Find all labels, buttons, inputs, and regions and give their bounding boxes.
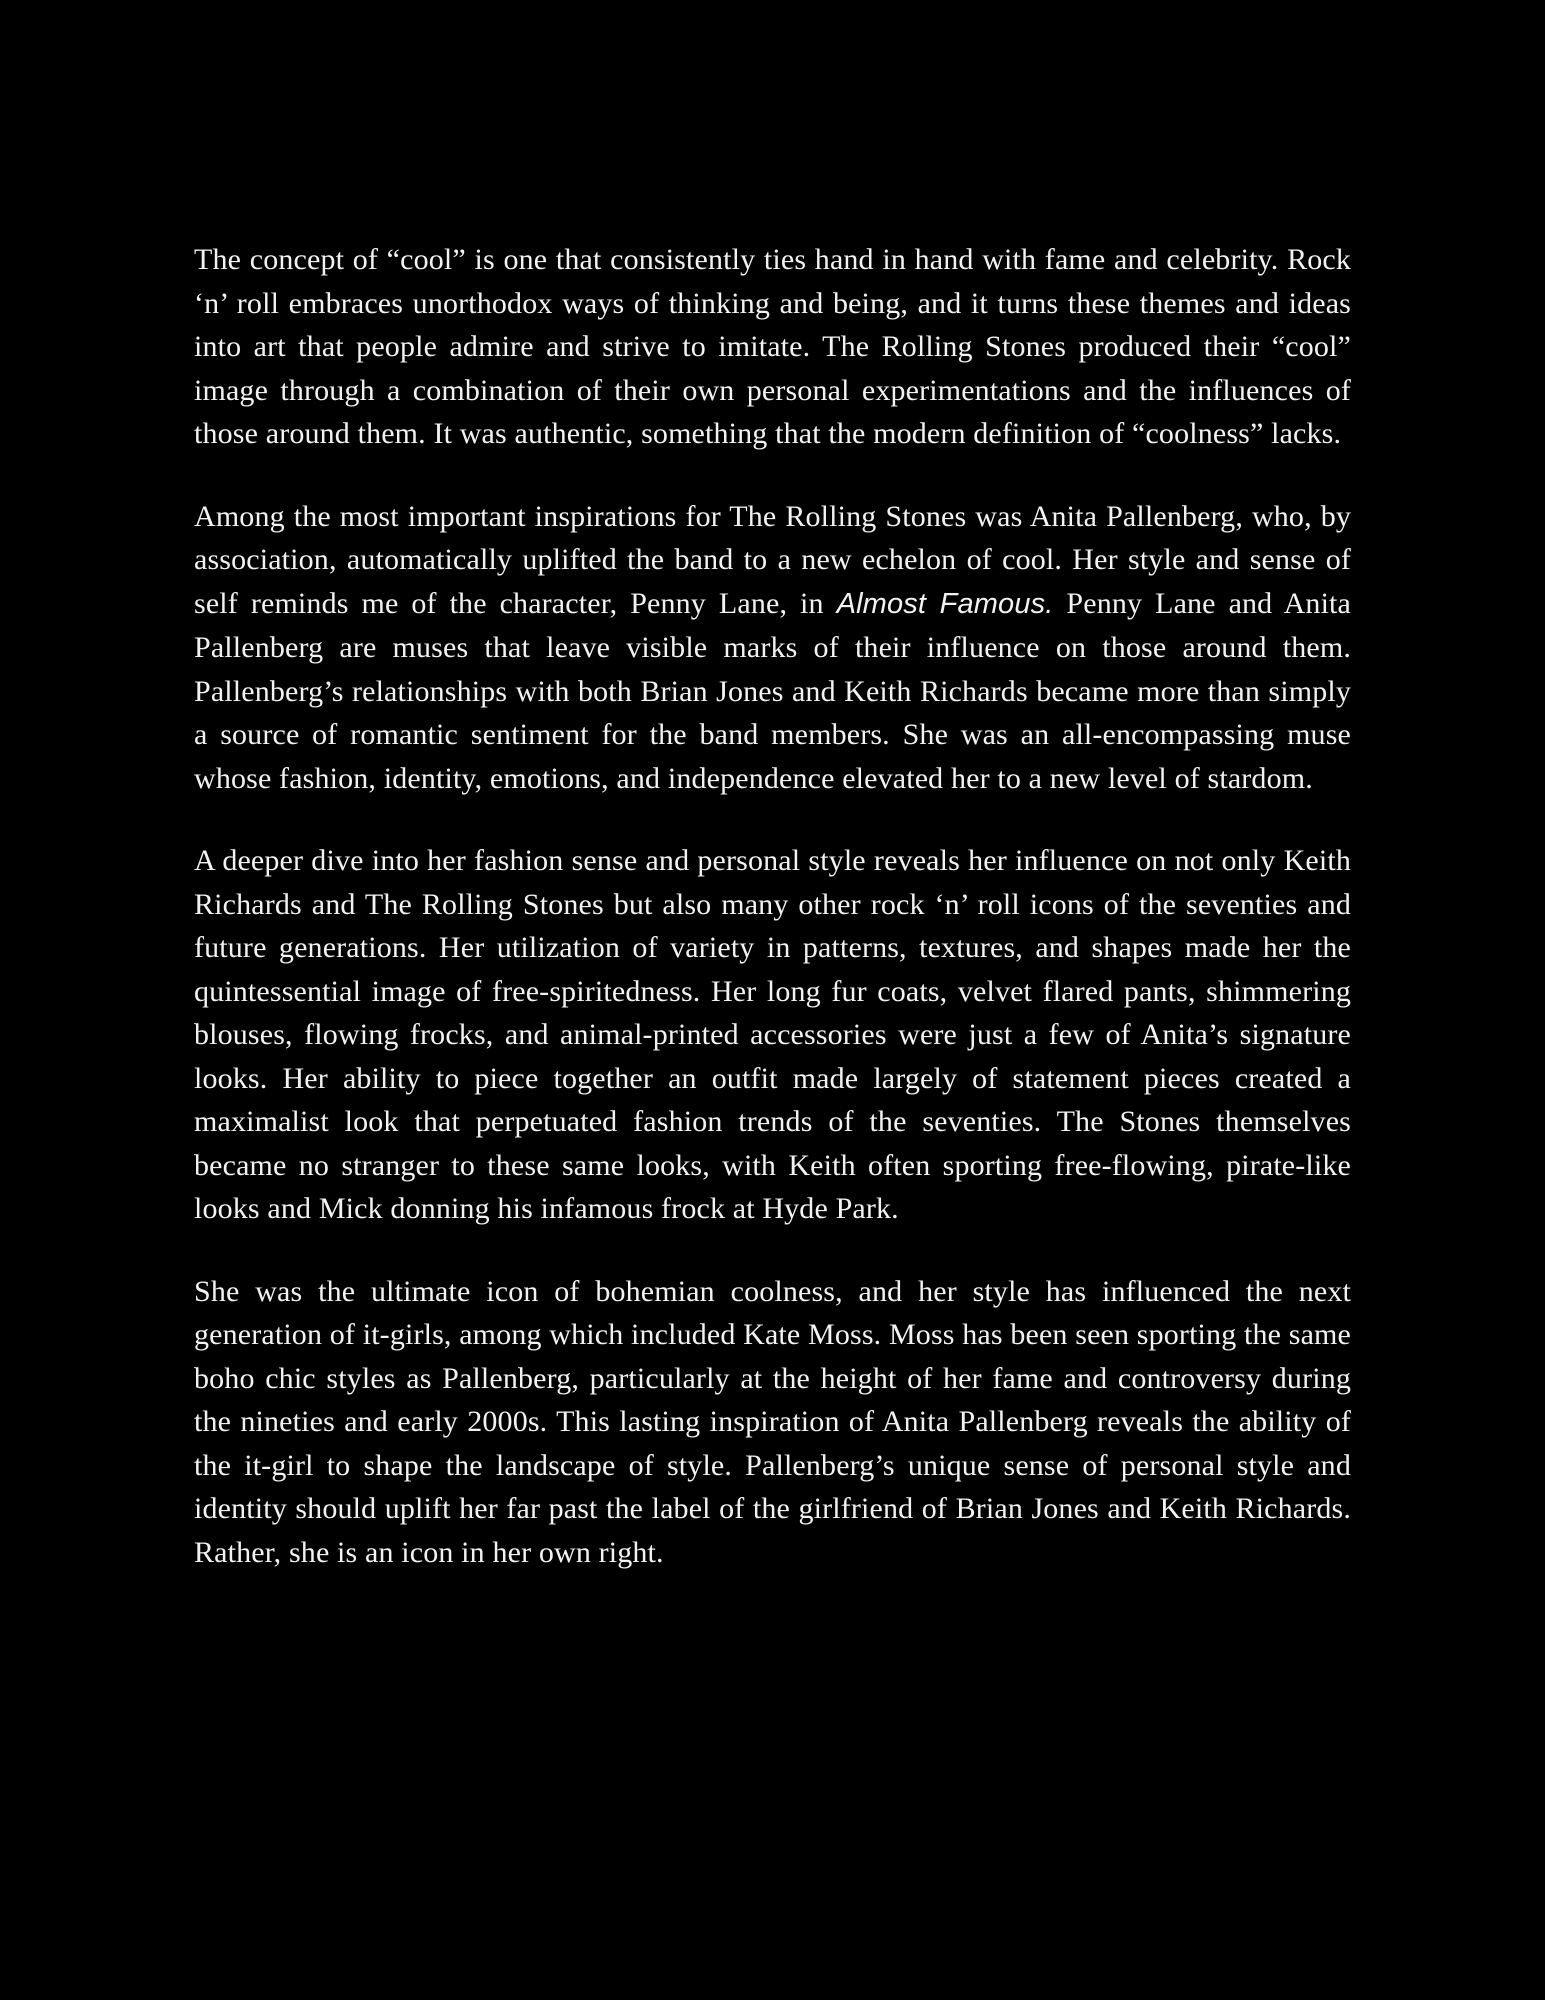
paragraph-anita-text-start: Among the most important inspirations for The Rolling Stones was Anita Pallenberg, who, by association, automatically uplifted the band to a new echelon of cool. Her style and sense of self reminds me of the character, Penny Lane, in xyxy=(194,499,1351,620)
article-body xyxy=(194,238,1351,1574)
paragraph-anita-pallenberg xyxy=(194,495,1351,801)
paragraph-bohemian-icon: She was the ultimate icon of bohemian coolness, and her style has influenced the next generation of it-girls, among which included Kate Moss. Moss has been seen sporting the same boho chic styles as Pallenberg, particularly at the height of her fame and controversy during the nineties and early 2000s. This lasting inspiration of Anita Pallenberg reveals the ability of the it-girl to shape the landscape of style. Pallenberg’s unique sense of personal style and identity should uplift her far past the label of the girlfriend of Brian Jones and Keith Richards. Rather, she is an icon in her own right. xyxy=(194,1274,1351,1569)
paragraph-fashion-sense: A deeper dive into her fashion sense and personal style reveals her influence on not only Keith Richards and The Rolling Stones but also many other rock ‘n’ roll icons of the seventies and future generations. Her utilization of variety in patterns, textures, and shapes made her the quintessential image of free-spiritedness. Her long fur coats, velvet flared pants, shimmering blouses, flowing frocks, and animal-printed accessories were just a few of Anita’s signature looks. Her ability to piece together an outfit made largely of statement pieces created a maximalist look that perpetuated fashion trends of the seventies. The Stones themselves became no stranger to these same looks, with Keith often sporting free-flowing, pirate-like looks and Mick donning his infamous frock at Hyde Park. xyxy=(194,844,1351,1225)
paragraph-anita-text-end: Penny Lane and Anita Pallenberg are muses that leave visible marks of their influence on those around them. Pallenberg’s relationships with both Brian Jones and Keith Richards became more than simply a source of romantic sentiment for the band members. She was an all-encompassing muse whose fashion, identity, emotions, and independence elevated her to a new level of stardom. xyxy=(194,586,1352,795)
film-title-almost-famous: Almost Famous. xyxy=(836,587,1054,620)
paragraph-cool-concept: The concept of “cool” is one that consistently ties hand in hand with fame and celebrity. Rock ‘n’ roll embraces unorthodox ways of thinking and being, and it turns these themes and ideas into art that people admire and strive to imitate. The Rolling Stones produced their “cool” image through a combination of their own personal experimentations and the influences of those around them. It was authentic, something that the modern definition of “coolness” lacks. xyxy=(194,243,1351,450)
